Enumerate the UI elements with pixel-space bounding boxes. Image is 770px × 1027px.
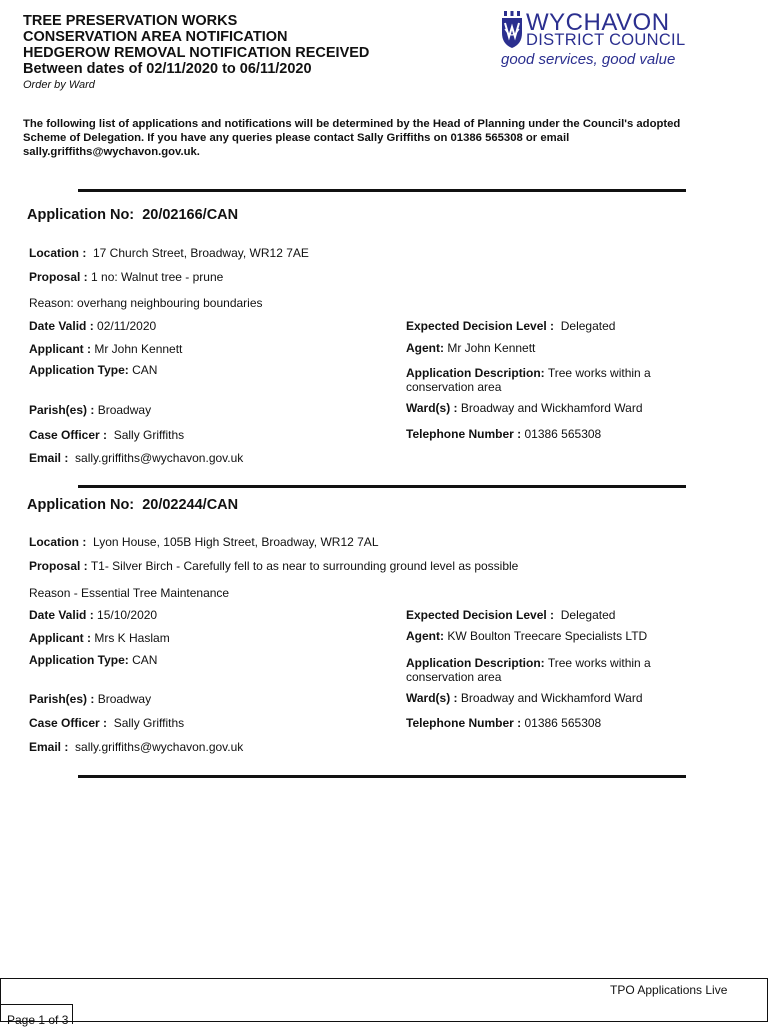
logo-name: WYCHAVON xyxy=(526,9,670,36)
date-valid-label: Date Valid : xyxy=(29,608,94,622)
email-label: Email : xyxy=(29,740,69,754)
applicant-row xyxy=(29,342,182,356)
application-description-value-cont: conservation area xyxy=(406,670,502,684)
agent-label: Agent: xyxy=(406,341,444,355)
application-description-row xyxy=(406,366,686,394)
proposal-row xyxy=(29,559,518,573)
location-row xyxy=(29,246,309,260)
applicant-row xyxy=(29,631,170,645)
case-officer-label: Case Officer : xyxy=(29,428,108,442)
application-no-label: Application No: xyxy=(27,207,135,223)
case-officer-row xyxy=(29,716,184,730)
email-label: Email : xyxy=(29,451,69,465)
parish-label: Parish(es) : xyxy=(29,692,95,706)
parish-value: Broadway xyxy=(97,692,152,706)
page-number: Page 1 of 3 xyxy=(7,1013,69,1027)
expected-decision-row xyxy=(406,608,615,622)
expected-decision-label: Expected Decision Level : xyxy=(406,608,555,622)
case-officer-value: Sally Griffiths xyxy=(113,428,185,442)
applicant-label: Applicant : xyxy=(29,342,91,356)
application-description-value-cont: conservation area xyxy=(406,380,502,394)
logo-subtitle: DISTRICT COUNCIL xyxy=(526,31,686,49)
intro-text: The following list of applications and notifications will be determined by the Head of Planning under the Council's adopted Scheme of Delegation. If you have any queries please contact Sally Griffiths on 01386 565308 or email sally.griffiths@wychavon.gov.uk. xyxy=(23,118,681,158)
application-number: 20/02166/CAN xyxy=(142,207,239,223)
date-valid-value: 02/11/2020 xyxy=(97,319,157,333)
divider xyxy=(78,485,686,488)
footer-divider xyxy=(72,1004,73,1024)
reason: Reason - Essential Tree Maintenance xyxy=(29,586,230,600)
telephone-value: 01386 565308 xyxy=(524,716,602,730)
applicant-value: Mrs K Haslam xyxy=(94,631,170,645)
location-label: Location : xyxy=(29,246,87,260)
agent-value: Mr John Kennett xyxy=(447,341,536,355)
parish-label: Parish(es) : xyxy=(29,403,95,417)
email-row xyxy=(29,451,243,465)
expected-decision-label: Expected Decision Level : xyxy=(406,319,555,333)
date-valid-row xyxy=(29,608,157,622)
council-logo xyxy=(500,11,700,71)
proposal-value: 1 no: Walnut tree - prune xyxy=(91,270,224,284)
application-type-label: Application Type: xyxy=(29,363,129,377)
application-description-value: Tree works within a xyxy=(547,366,651,380)
application-heading xyxy=(27,497,238,513)
application-number: 20/02244/CAN xyxy=(142,497,239,513)
agent-value: KW Boulton Treecare Specialists LTD xyxy=(447,629,648,643)
expected-decision-row xyxy=(406,319,615,333)
parish-row xyxy=(29,692,151,706)
ward-row xyxy=(406,691,643,705)
parish-row xyxy=(29,403,151,417)
logo-tagline: good services, good value xyxy=(501,51,676,68)
application-type-label: Application Type: xyxy=(29,653,129,667)
ward-label: Ward(s) : xyxy=(406,691,458,705)
expected-decision-value: Delegated xyxy=(560,608,616,622)
proposal-label: Proposal : xyxy=(29,270,88,284)
applicant-value: Mr John Kennett xyxy=(94,342,183,356)
application-type-row xyxy=(29,653,157,667)
agent-label: Agent: xyxy=(406,629,444,643)
location-label: Location : xyxy=(29,535,87,549)
location-value: 17 Church Street, Broadway, WR12 7AE xyxy=(93,246,309,260)
date-range: Between dates of 02/11/2020 to 06/11/2020 xyxy=(23,61,312,77)
telephone-label: Telephone Number : xyxy=(406,716,522,730)
report-title xyxy=(23,13,369,77)
title-line: CONSERVATION AREA NOTIFICATION xyxy=(23,29,288,45)
telephone-row xyxy=(406,716,601,730)
application-heading xyxy=(27,207,238,223)
parish-value: Broadway xyxy=(97,403,152,417)
divider xyxy=(78,775,686,778)
sort-order: Order by Ward xyxy=(23,79,95,91)
date-valid-row xyxy=(29,319,156,333)
agent-row xyxy=(406,341,535,355)
agent-row xyxy=(406,629,647,643)
application-no-label: Application No: xyxy=(27,497,135,513)
application-description-value: Tree works within a xyxy=(547,656,651,670)
application-type-value: CAN xyxy=(132,653,158,667)
footer-divider xyxy=(0,1004,72,1005)
application-type-row xyxy=(29,363,157,377)
title-line: TREE PRESERVATION WORKS xyxy=(23,13,238,29)
expected-decision-value: Delegated xyxy=(560,319,616,333)
telephone-label: Telephone Number : xyxy=(406,427,522,441)
case-officer-row xyxy=(29,428,184,442)
application-type-value: CAN xyxy=(132,363,158,377)
application-description-label: Application Description: xyxy=(406,366,545,380)
reason: Reason: overhang neighbouring boundaries xyxy=(29,296,263,310)
email-row xyxy=(29,740,243,754)
date-valid-value: 15/10/2020 xyxy=(97,608,158,622)
proposal-row xyxy=(29,270,223,284)
title-line: HEDGEROW REMOVAL NOTIFICATION RECEIVED xyxy=(23,45,370,61)
ward-row xyxy=(406,401,643,415)
email-value: sally.griffiths@wychavon.gov.uk xyxy=(75,451,244,465)
location-value: Lyon House, 105B High Street, Broadway, WR12 7AL xyxy=(93,535,379,549)
applicant-label: Applicant : xyxy=(29,631,91,645)
report-name: TPO Applications Live xyxy=(610,983,728,997)
case-officer-label: Case Officer : xyxy=(29,716,108,730)
location-row xyxy=(29,535,379,549)
ward-label: Ward(s) : xyxy=(406,401,458,415)
application-description-label: Application Description: xyxy=(406,656,545,670)
ward-value: Broadway and Wickhamford Ward xyxy=(460,401,643,415)
date-valid-label: Date Valid : xyxy=(29,319,94,333)
telephone-value: 01386 565308 xyxy=(524,427,602,441)
ward-value: Broadway and Wickhamford Ward xyxy=(460,691,643,705)
application-description-row xyxy=(406,656,686,684)
proposal-label: Proposal : xyxy=(29,559,88,573)
divider xyxy=(78,189,686,192)
email-value: sally.griffiths@wychavon.gov.uk xyxy=(75,740,244,754)
case-officer-value: Sally Griffiths xyxy=(113,716,185,730)
telephone-row xyxy=(406,427,601,441)
crest-icon xyxy=(501,11,523,49)
proposal-value: T1- Silver Birch - Carefully fell to as near to surrounding ground level as possible xyxy=(90,559,519,573)
